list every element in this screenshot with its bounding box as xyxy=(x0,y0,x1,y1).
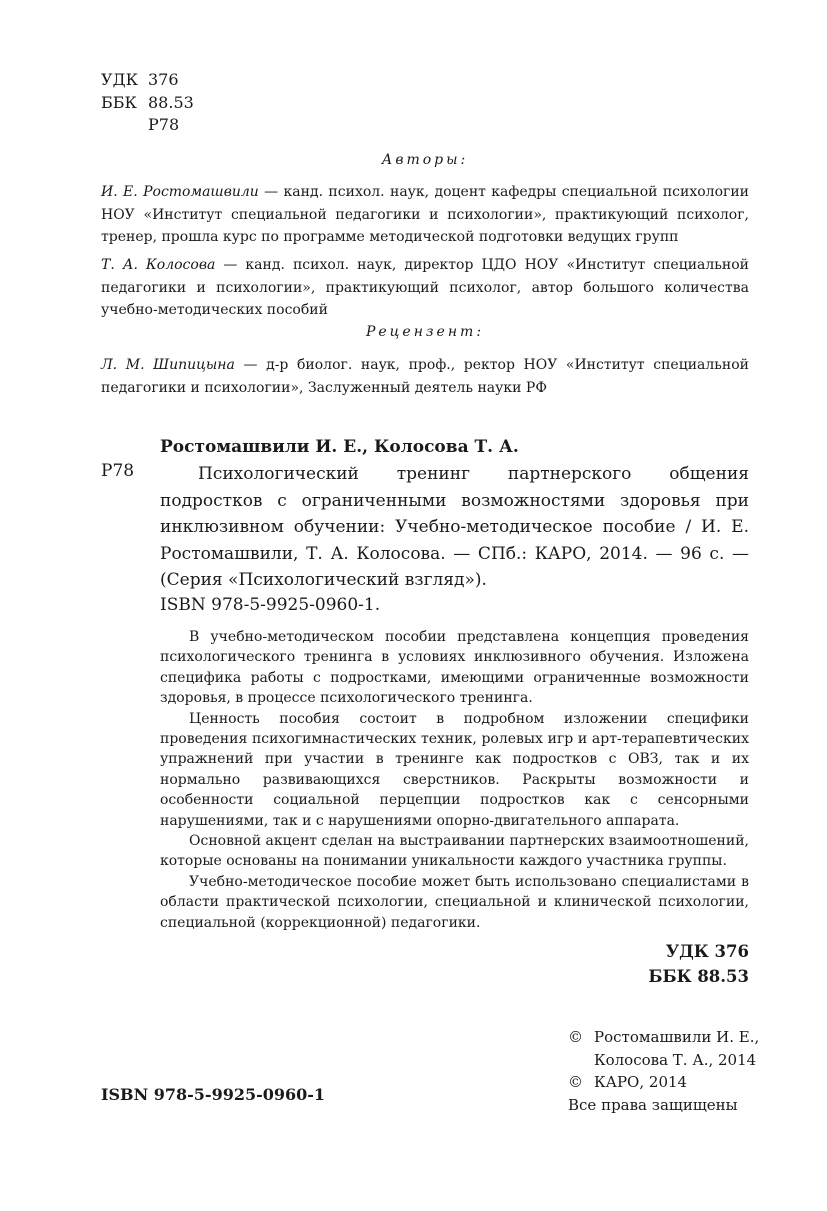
copyright-line xyxy=(568,1026,759,1049)
copyright-line xyxy=(568,1071,759,1094)
annotation-paragraph: Основной акцент сделан на выстраивании партнерских взаимоотношений, которые основаны на понимании уникальности каждого участника группы. xyxy=(160,833,749,870)
copyright-block xyxy=(568,1026,759,1116)
udk-summary: УДК 376 xyxy=(665,942,749,961)
catalog-authors: Ростомашвили И. Е., Колосова Т. А. xyxy=(160,437,519,457)
bbk-code-row xyxy=(101,92,194,115)
code-key xyxy=(101,114,148,137)
catalog-description: Психологический тренинг партнерского общения подростков с ограниченными возможностями здоровья при инклюзивном обучении: Учебно-методическое пособие / И. Е. Ростомашвили, Т. А. Колосова. — СПб.: КАРО, 2014. — 96 с. — (Серия «Психологический взгляд»). xyxy=(160,464,749,590)
copyright-icon: © xyxy=(568,1028,583,1046)
authors-heading: Авторы: xyxy=(381,152,469,168)
author-sign-row xyxy=(101,114,194,137)
reviewer-entry xyxy=(101,354,749,399)
author-entry xyxy=(101,181,749,249)
reviewer-heading: Рецензент: xyxy=(365,324,485,340)
udk-code-row xyxy=(101,69,194,92)
reviewer-description: — д-р биолог. наук, проф., ректор НОУ «Институт специальной педагогики и психологии», Заслуженный деятель науки РФ xyxy=(101,357,749,396)
isbn-bottom: ISBN 978-5-9925-0960-1 xyxy=(101,1085,326,1104)
catalog-author-sign: Р78 xyxy=(101,461,135,481)
classification-codes xyxy=(101,69,194,137)
code-key: ББК xyxy=(101,92,137,112)
catalog-isbn: ISBN 978-5-9925-0960-1. xyxy=(160,595,381,615)
author-name: И. Е. Ростомашвили xyxy=(101,184,259,200)
annotation-paragraph: Ценность пособия состоит в подробном изложении специфики проведения психогимнастических техник, ролевых игр и арт-терапевтических упражнений при участии в тренинге как подростков с ОВЗ, так и их нормально развивающихся сверстников. Раскрыты возможности и особенности социальной перцепции подростков как с сенсорными нарушениями, так и с нарушениями опорно-двигательного аппарата. xyxy=(160,710,749,829)
reviewer-name: Л. М. Шипицына xyxy=(101,357,235,373)
rights-notice: Все права защищены xyxy=(568,1095,738,1114)
code-value: Р78 xyxy=(148,115,180,134)
annotation-paragraph: Учебно-методическое пособие может быть использовано специалистами в области практической психологии, специальной и клинической психологии, специальной (коррекционной) педагогики. xyxy=(160,873,749,931)
code-value: 88.53 xyxy=(148,92,194,112)
code-key: УДК xyxy=(101,70,138,89)
author-description: — канд. психол. наук, директор ЦДО НОУ «Институт специальной педагогики и психологии», практикующий психолог, автор большого количества учебно-методических пособий xyxy=(101,257,749,318)
annotation xyxy=(160,627,749,933)
copyright-holder: КАРО, 2014 xyxy=(594,1073,688,1091)
classification-summary xyxy=(648,939,749,989)
annotation-paragraph: В учебно-методическом пособии представлена концепция проведения психологического тренинга в условиях инклюзивного обучения. Изложена специфика работы с подростками, имеющими ограниченные возможности здоровья, в процессе психологического тренинга. xyxy=(160,629,749,707)
copyright-icon: © xyxy=(568,1073,583,1091)
copyright-holder: Ростомашвили И. Е., xyxy=(594,1028,760,1046)
copyright-holder: Колосова Т. А., 2014 xyxy=(594,1050,757,1069)
author-entry xyxy=(101,254,749,322)
code-value: 376 xyxy=(148,70,179,89)
author-description: — канд. психол. наук, доцент кафедры специальной психологии НОУ «Институт специальной педагогики и психологии», практикующий психолог, тренер, прошла курс по программе методической подготовки ведущих групп xyxy=(101,184,749,245)
author-name: Т. А. Колосова xyxy=(101,257,216,273)
copyright-line xyxy=(568,1049,759,1072)
bbk-summary: ББК 88.53 xyxy=(648,967,749,986)
